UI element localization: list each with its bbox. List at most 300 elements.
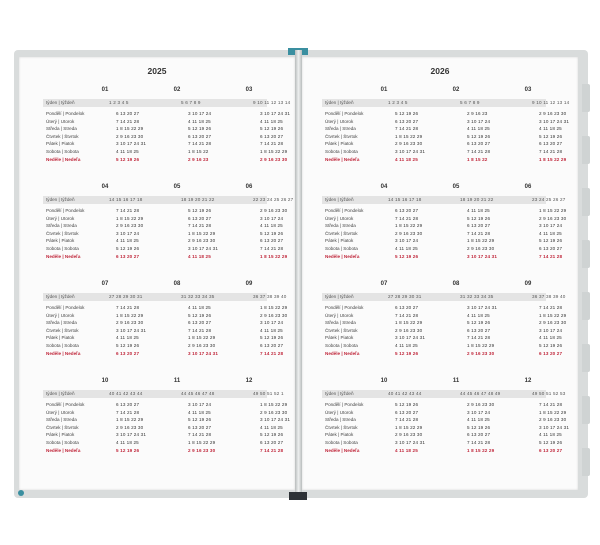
month-dates: 2 9 16 23 30 <box>116 223 144 229</box>
month-dates: 6 13 20 27 <box>260 133 284 139</box>
month-dates: 6 13 20 27 <box>188 215 212 221</box>
month-headers <box>322 87 546 96</box>
quarter-block <box>43 184 294 284</box>
week-numbers: 18 19 20 21 22 <box>460 197 494 203</box>
month-number: 10 <box>101 378 109 384</box>
day-name: Pátek | Piatok <box>325 238 354 244</box>
month-dates: 3 10 17 24 <box>116 230 140 236</box>
month-dates: 4 11 18 25 <box>188 118 211 124</box>
week-numbers: 36 37 38 39 40 <box>532 294 566 300</box>
day-name: Pondělí | Pondelok <box>46 305 85 310</box>
day-name: Čtvrtek | Štvrtok <box>325 230 358 236</box>
day-name: Neděle | Nedeľa <box>325 350 360 356</box>
week-numbers: 27 28 29 30 31 <box>109 294 143 300</box>
index-tab[interactable] <box>582 344 590 372</box>
month-dates: 6 13 20 27 <box>467 432 491 438</box>
day-name: Pondělí | Pondelok <box>325 305 364 310</box>
month-dates: 7 14 21 28 <box>395 126 419 132</box>
month-dates: 3 10 17 24 <box>467 118 491 124</box>
week-label: týden | týždeň <box>325 391 354 396</box>
week-label: týden | týždeň <box>325 100 354 105</box>
month-dates: 4 11 18 25 <box>467 417 490 423</box>
month-dates: 1 8 15 22 29 <box>260 253 288 259</box>
day-row <box>325 417 567 424</box>
month-dates: 7 14 21 28 <box>116 118 140 124</box>
day-row <box>325 312 567 320</box>
day-name: Pondělí | Pondelok <box>46 402 85 407</box>
month-dates: 5 12 19 26 <box>260 432 284 438</box>
day-name: Sobota | Sobota <box>325 440 358 445</box>
day-name: Pátek | Piatok <box>325 335 354 341</box>
month-dates: 6 13 20 27 <box>539 447 563 453</box>
month-number: 09 <box>524 281 532 287</box>
month-dates: 5 12 19 26 <box>467 424 491 430</box>
month-dates: 2 9 16 23 30 <box>188 238 216 244</box>
day-row <box>46 215 284 223</box>
month-dates: 5 12 19 26 <box>539 238 563 244</box>
day-row <box>325 133 563 141</box>
index-tab[interactable] <box>582 292 590 320</box>
month-dates: 2 9 16 23 30 <box>188 343 216 348</box>
month-number: 06 <box>524 184 532 190</box>
month-dates: 7 14 21 28 <box>467 440 491 445</box>
day-name: Středa | Streda <box>46 223 77 229</box>
day-row <box>325 118 570 126</box>
month-dates: 6 13 20 27 <box>467 223 491 229</box>
day-name: Pondělí | Pondelok <box>46 111 85 116</box>
month-dates: 3 10 17 24 <box>539 327 563 333</box>
month-dates: 5 12 19 26 <box>188 126 212 132</box>
month-dates: 4 11 18 25 <box>539 335 562 341</box>
quarter-block <box>322 87 570 187</box>
day-row <box>46 208 288 215</box>
day-row <box>325 432 562 439</box>
month-dates: 7 14 21 28 <box>260 350 284 356</box>
day-row <box>325 335 562 342</box>
month-dates: 7 14 21 28 <box>188 432 212 438</box>
day-row <box>325 141 563 148</box>
month-dates: 7 14 21 28 <box>260 447 284 453</box>
day-name: Úterý | Utorok <box>46 118 75 124</box>
month-number: 08 <box>173 281 181 287</box>
day-row <box>46 238 284 245</box>
month-dates: 6 13 20 27 <box>116 350 140 356</box>
day-row <box>325 215 567 223</box>
month-dates: 3 10 17 24 31 <box>116 327 147 333</box>
month-dates: 2 9 16 23 30 <box>467 246 495 251</box>
book-spine <box>295 50 302 498</box>
day-row <box>46 343 284 350</box>
month-dates: 4 11 18 25 <box>395 246 418 251</box>
month-dates: 4 11 18 25 <box>260 118 283 124</box>
month-dates: 2 9 16 23 30 <box>188 447 216 453</box>
day-row <box>46 126 284 133</box>
sunday-row <box>46 156 288 164</box>
month-dates: 1 8 15 22 29 <box>188 440 216 445</box>
year-title-right: 2026 <box>430 66 450 76</box>
month-dates: 3 10 17 24 31 <box>467 253 498 259</box>
day-row <box>46 230 284 238</box>
month-dates: 5 12 19 26 <box>395 402 419 407</box>
sunday-row <box>325 447 563 455</box>
month-dates: 5 12 19 26 <box>116 343 140 348</box>
day-row <box>325 149 563 156</box>
day-row <box>325 246 563 253</box>
month-dates: 2 9 16 23 30 <box>116 424 144 430</box>
month-dates: 7 14 21 28 <box>260 141 284 147</box>
month-dates: 4 11 18 25 <box>260 424 283 430</box>
month-dates: 3 10 17 24 31 <box>188 350 219 356</box>
month-dates: 7 14 21 28 <box>467 335 491 341</box>
month-number: 11 <box>452 378 460 384</box>
month-number: 07 <box>380 281 388 287</box>
day-row <box>46 432 284 439</box>
month-dates: 1 8 15 22 29 <box>395 133 423 139</box>
month-dates: 5 12 19 26 <box>539 343 563 348</box>
month-number: 03 <box>245 87 253 93</box>
month-dates: 4 11 18 25 <box>188 305 211 310</box>
day-name: Pondělí | Pondelok <box>325 111 364 116</box>
week-numbers: 5 6 7 8 9 <box>460 100 480 106</box>
week-label: týden | týždeň <box>325 197 354 202</box>
month-dates: 1 8 15 22 29 <box>539 409 567 415</box>
week-numbers: 27 28 29 30 31 <box>388 294 422 300</box>
month-dates: 7 14 21 28 <box>539 305 563 310</box>
day-name: Pondělí | Pondelok <box>325 402 364 407</box>
day-name: Pátek | Piatok <box>325 432 354 438</box>
month-dates: 2 9 16 23 30 <box>395 432 423 438</box>
day-name: Úterý | Utorok <box>325 409 354 415</box>
day-name: Neděle | Nedeľa <box>325 156 360 162</box>
week-numbers: 1 2 3 4 5 <box>388 100 408 106</box>
quarter-block <box>322 184 567 284</box>
week-numbers: 44 45 46 47 48 <box>181 391 215 397</box>
week-number-row <box>322 99 570 107</box>
week-numbers: 18 19 20 21 22 <box>181 197 215 203</box>
month-dates: 7 14 21 28 <box>116 305 140 310</box>
day-row <box>46 223 283 230</box>
month-dates: 3 10 17 24 31 <box>260 111 291 116</box>
week-numbers: 31 32 33 34 35 <box>181 294 215 300</box>
month-headers <box>43 378 267 387</box>
month-dates: 4 11 18 25 <box>116 440 139 445</box>
month-number: 03 <box>524 87 532 93</box>
week-label: týden | týždeň <box>46 294 75 299</box>
day-row <box>46 149 288 156</box>
index-tab[interactable] <box>582 188 590 216</box>
month-dates: 2 9 16 23 30 <box>260 156 288 162</box>
day-row <box>325 208 567 215</box>
day-row <box>46 409 288 417</box>
sunday-row <box>325 350 563 358</box>
month-dates: 7 14 21 28 <box>467 149 491 154</box>
month-dates: 7 14 21 28 <box>539 253 563 259</box>
day-name: Středa | Streda <box>325 126 356 132</box>
day-name: Středa | Streda <box>325 320 356 326</box>
month-dates: 6 13 20 27 <box>395 208 419 213</box>
month-dates: 6 13 20 27 <box>116 111 140 116</box>
month-dates: 1 8 15 22 29 <box>188 230 216 236</box>
day-name: Sobota | Sobota <box>325 149 358 154</box>
month-dates: 5 12 19 26 <box>395 350 419 356</box>
week-numbers: 49 50 51 52 53 <box>532 391 566 397</box>
month-dates: 5 12 19 26 <box>188 312 212 318</box>
day-row <box>325 223 563 230</box>
month-dates: 5 12 19 26 <box>467 320 491 326</box>
month-number: 08 <box>452 281 460 287</box>
month-dates: 4 11 18 25 <box>260 223 283 229</box>
month-dates: 3 10 17 24 31 <box>539 118 570 124</box>
day-name: Úterý | Utorok <box>325 312 354 318</box>
month-number: 05 <box>452 184 460 190</box>
month-dates: 1 8 15 22 29 <box>395 424 423 430</box>
week-numbers: 40 41 42 43 44 <box>109 391 143 397</box>
month-dates: 3 10 17 24 31 <box>116 432 147 438</box>
day-name: Středa | Streda <box>325 223 356 229</box>
day-row <box>46 118 283 126</box>
month-dates: 7 14 21 28 <box>188 141 212 147</box>
month-number: 04 <box>101 184 109 190</box>
month-dates: 4 11 18 25 <box>467 208 490 213</box>
month-dates: 1 8 15 22 <box>467 156 488 162</box>
week-numbers: 1 2 3 4 5 <box>109 100 129 106</box>
month-number: 02 <box>173 87 181 93</box>
month-number: 07 <box>101 281 109 287</box>
month-dates: 4 11 18 25 <box>188 409 211 415</box>
month-dates: 6 13 20 27 <box>395 118 419 124</box>
month-number: 09 <box>245 281 253 287</box>
week-numbers: 5 6 7 8 9 <box>181 100 201 106</box>
month-dates: 1 8 15 22 29 <box>116 417 144 423</box>
month-dates: 6 13 20 27 <box>116 402 140 407</box>
week-label: týden | týždeň <box>325 294 354 299</box>
week-number-row <box>43 99 291 107</box>
month-dates: 5 12 19 26 <box>260 335 284 341</box>
day-row <box>325 402 563 409</box>
month-dates: 1 8 15 22 29 <box>116 126 144 132</box>
month-dates: 6 13 20 27 <box>260 343 284 348</box>
month-dates: 5 12 19 26 <box>395 253 419 259</box>
month-dates: 4 11 18 25 <box>467 312 490 318</box>
day-name: Čtvrtek | Štvrtok <box>46 327 79 333</box>
week-number-row <box>43 196 294 204</box>
sunday-row <box>46 350 284 358</box>
month-number: 01 <box>380 87 388 93</box>
week-label: týden | týždeň <box>46 391 75 396</box>
month-dates: 1 8 15 22 29 <box>395 320 423 326</box>
month-headers <box>43 184 267 193</box>
month-dates: 3 10 17 24 <box>260 320 284 326</box>
month-dates: 3 10 17 24 <box>260 215 284 221</box>
sunday-row <box>325 253 563 261</box>
week-number-row <box>43 390 284 398</box>
month-dates: 1 8 15 22 29 <box>395 223 423 229</box>
week-numbers: 9 10 11 12 13 14 <box>253 100 291 106</box>
day-name: Neděle | Nedeľa <box>46 156 81 162</box>
day-row <box>46 424 283 432</box>
month-dates: 2 9 16 23 30 <box>260 208 288 213</box>
week-numbers: 9 10 11 12 13 14 <box>532 100 570 106</box>
month-dates: 3 10 17 24 <box>188 402 212 407</box>
month-headers <box>43 281 267 290</box>
month-number: 01 <box>101 87 109 93</box>
month-dates: 4 11 18 25 <box>188 253 211 259</box>
month-dates: 4 11 18 25 <box>260 327 283 333</box>
month-dates: 7 14 21 28 <box>467 230 491 236</box>
day-row <box>325 320 567 327</box>
index-tab[interactable] <box>582 448 590 476</box>
month-headers <box>322 378 546 387</box>
month-dates: 4 11 18 25 <box>395 343 418 348</box>
month-dates: 1 8 15 22 29 <box>260 305 288 310</box>
day-row <box>325 238 563 245</box>
week-numbers: 31 32 33 34 35 <box>460 294 494 300</box>
month-dates: 1 8 15 22 29 <box>539 208 567 213</box>
month-dates: 4 11 18 25 <box>395 447 418 453</box>
day-name: Pátek | Piatok <box>46 432 75 438</box>
day-row <box>325 111 567 118</box>
month-dates: 6 13 20 27 <box>116 253 140 259</box>
day-name: Neděle | Nedeľa <box>46 350 81 356</box>
day-row <box>325 440 563 447</box>
quarter-block <box>322 378 570 478</box>
month-dates: 7 14 21 28 <box>188 327 212 333</box>
month-dates: 1 8 15 22 29 <box>467 447 495 453</box>
month-number: 12 <box>524 378 532 384</box>
day-name: Čtvrtek | Štvrtok <box>46 133 79 139</box>
month-dates: 2 9 16 23 30 <box>539 215 567 221</box>
day-row <box>325 230 562 238</box>
day-name: Pondělí | Pondelok <box>325 208 364 213</box>
day-row <box>46 133 284 141</box>
week-numbers: 40 41 42 43 44 <box>388 391 422 397</box>
month-dates: 2 9 16 23 30 <box>539 320 567 326</box>
day-row <box>46 320 284 327</box>
month-headers <box>322 281 546 290</box>
day-name: Středa | Streda <box>46 417 77 423</box>
sunday-row <box>46 447 284 455</box>
day-row <box>325 305 563 312</box>
quarter-block <box>43 378 291 478</box>
day-name: Úterý | Utorok <box>325 215 354 221</box>
month-dates: 2 9 16 23 <box>188 156 209 162</box>
month-dates: 1 8 15 22 29 <box>467 343 495 348</box>
day-row <box>325 424 570 432</box>
month-dates: 3 10 17 24 <box>539 223 563 229</box>
month-dates: 5 12 19 26 <box>395 111 419 116</box>
month-number: 10 <box>380 378 388 384</box>
month-dates: 6 13 20 27 <box>188 133 212 139</box>
day-name: Neděle | Nedeľa <box>46 447 81 453</box>
week-numbers: 49 50 51 52 1 <box>253 391 284 397</box>
day-row <box>46 141 284 148</box>
day-name: Středa | Streda <box>325 417 356 423</box>
month-dates: 7 14 21 28 <box>188 223 212 229</box>
quarter-block <box>322 281 567 381</box>
month-dates: 3 10 17 24 31 <box>188 246 219 251</box>
month-dates: 4 11 18 25 <box>539 126 562 132</box>
month-dates: 3 10 17 24 31 <box>467 305 498 310</box>
month-dates: 1 8 15 22 <box>188 149 209 154</box>
week-numbers: 44 45 46 47 48 49 <box>460 391 501 397</box>
week-number-row <box>322 390 566 398</box>
month-dates: 3 10 17 24 31 <box>539 424 570 430</box>
month-dates: 1 8 15 22 29 <box>260 149 288 154</box>
month-dates: 3 10 17 24 <box>188 111 212 116</box>
day-name: Sobota | Sobota <box>46 440 79 445</box>
month-dates: 3 10 17 24 <box>395 238 419 244</box>
day-name: Sobota | Sobota <box>325 246 358 251</box>
month-dates: 6 13 20 27 <box>395 409 419 415</box>
day-name: Pondělí | Pondelok <box>46 208 85 213</box>
day-name: Úterý | Utorok <box>46 312 75 318</box>
month-dates: 6 13 20 27 <box>260 238 284 244</box>
month-dates: 3 10 17 24 31 <box>395 149 426 154</box>
month-dates: 7 14 21 28 <box>116 409 140 415</box>
day-name: Neděle | Nedeľa <box>46 253 81 259</box>
day-name: Sobota | Sobota <box>46 343 79 348</box>
month-dates: 3 10 17 24 31 <box>395 440 426 445</box>
month-dates: 6 13 20 27 <box>467 141 491 147</box>
month-dates: 1 8 15 22 29 <box>539 312 567 318</box>
month-dates: 4 11 18 25 <box>539 432 562 438</box>
month-dates: 2 9 16 23 30 <box>467 402 495 407</box>
index-tab[interactable] <box>582 396 590 424</box>
day-row <box>46 417 291 424</box>
month-dates: 2 9 16 23 30 <box>116 320 144 326</box>
week-label: týden | týždeň <box>46 100 75 105</box>
month-dates: 7 14 21 28 <box>395 312 419 318</box>
day-row <box>46 312 288 320</box>
day-name: Sobota | Sobota <box>46 149 79 154</box>
index-tab[interactable] <box>582 84 590 112</box>
month-number: 04 <box>380 184 388 190</box>
month-dates: 3 10 17 24 31 <box>395 335 426 341</box>
month-dates: 6 13 20 27 <box>539 350 563 356</box>
month-dates: 3 10 17 24 31 <box>260 417 291 423</box>
month-dates: 4 11 18 25 <box>116 335 139 341</box>
day-name: Úterý | Utorok <box>46 409 75 415</box>
month-headers <box>43 87 267 96</box>
day-row <box>46 246 284 253</box>
day-name: Úterý | Utorok <box>46 215 75 221</box>
month-dates: 1 8 15 22 29 <box>539 156 567 162</box>
month-dates: 7 14 21 28 <box>395 215 419 221</box>
index-tab[interactable] <box>582 240 590 268</box>
month-dates: 5 12 19 26 <box>539 440 563 445</box>
day-name: Úterý | Utorok <box>325 118 354 124</box>
week-numbers: 36 37 38 39 40 <box>253 294 287 300</box>
month-dates: 6 13 20 27 <box>260 440 284 445</box>
day-row <box>46 402 288 409</box>
day-row <box>325 409 567 417</box>
month-dates: 2 9 16 23 30 <box>395 230 423 236</box>
month-dates: 7 14 21 28 <box>116 208 140 213</box>
week-numbers: 22 23 24 25 26 27 <box>253 197 294 203</box>
month-dates: 6 13 20 27 <box>539 141 563 147</box>
index-tab[interactable] <box>582 136 590 164</box>
month-dates: 6 13 20 27 <box>395 305 419 310</box>
sunday-row <box>325 156 567 164</box>
month-dates: 2 9 16 23 30 <box>260 409 288 415</box>
week-numbers: 14 15 16 17 18 <box>109 197 143 203</box>
day-name: Čtvrtek | Štvrtok <box>46 230 79 236</box>
month-dates: 2 9 16 23 30 <box>539 111 567 116</box>
month-dates: 5 12 19 26 <box>188 417 212 423</box>
month-number: 02 <box>452 87 460 93</box>
month-dates: 5 12 19 26 <box>116 156 140 162</box>
quarter-block <box>43 281 288 381</box>
